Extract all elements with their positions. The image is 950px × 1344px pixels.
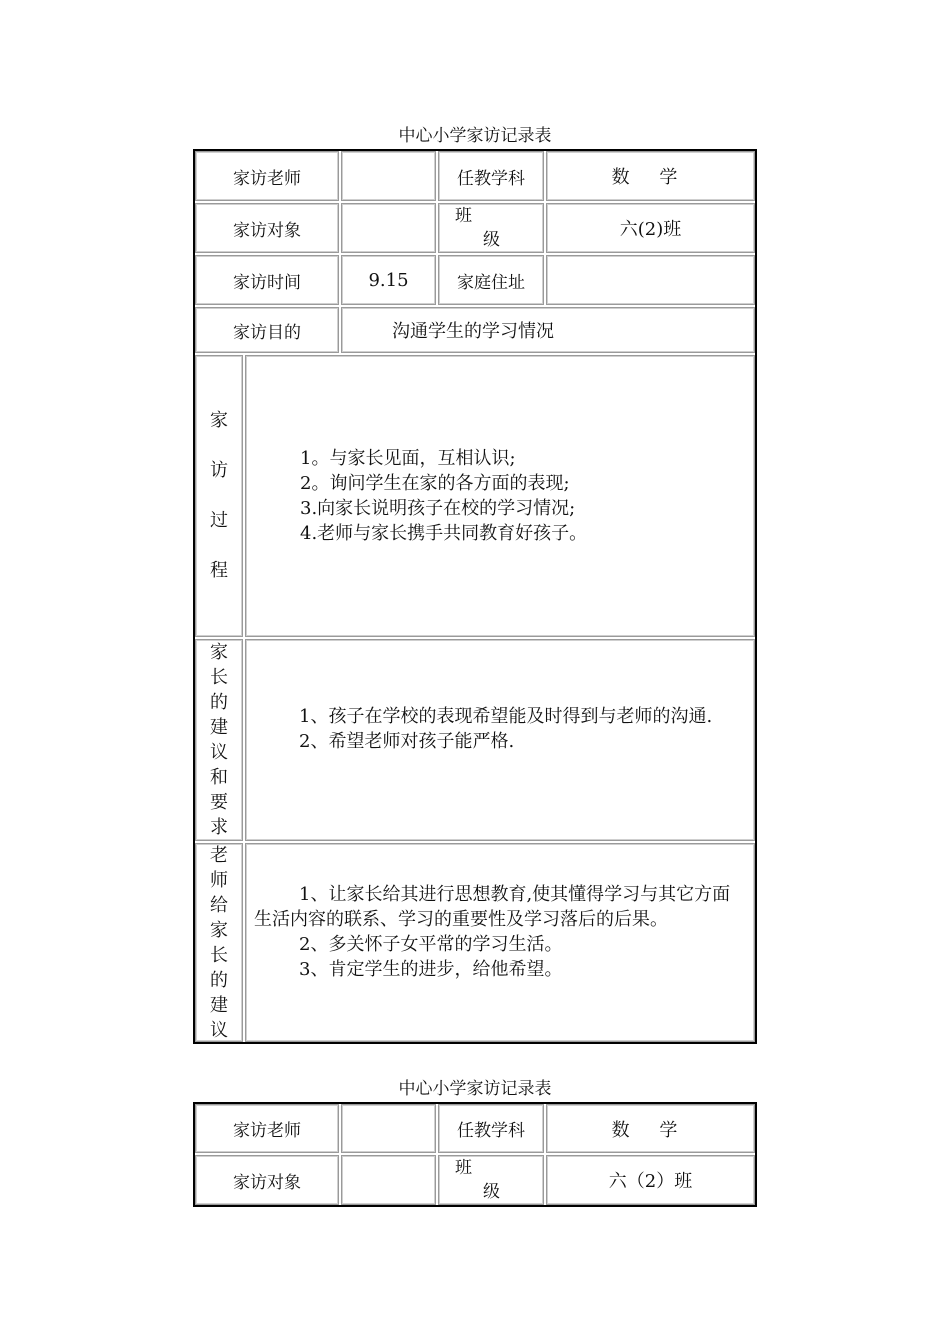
student-label: 家访对象 — [195, 1155, 339, 1205]
purpose-value: 沟通学生的学习情况 — [341, 307, 755, 353]
label-char: 家 — [210, 642, 228, 663]
label-char: 师 — [210, 869, 228, 891]
parent-paragraphs — [254, 704, 712, 754]
teacher-advice-paragraphs — [254, 882, 746, 982]
label-char: 家 — [210, 919, 228, 941]
purpose-label: 家访目的 — [195, 307, 339, 353]
content-line: 3、肯定学生的进步，给他希望。 — [299, 959, 563, 980]
visit-record-table-2 — [193, 1102, 757, 1207]
visit-record-table-1 — [193, 149, 757, 1044]
label-char: 的 — [210, 692, 228, 713]
student-label: 家访对象 — [195, 203, 339, 253]
teacher-advice-label-chars — [210, 843, 228, 1043]
teacher-advice-content — [245, 843, 755, 1042]
parent-suggestion-label — [195, 639, 243, 841]
process-content — [245, 355, 755, 637]
teacher-label: 家访老师 — [195, 151, 339, 201]
parent-suggestion-content — [245, 639, 755, 841]
label-char: 要 — [210, 792, 228, 813]
label-char: 议 — [210, 742, 228, 763]
teacher-label: 家访老师 — [195, 1104, 339, 1153]
process-lines — [300, 446, 587, 546]
time-label: 家访时间 — [195, 255, 339, 305]
label-char: 家 — [210, 410, 228, 431]
class-label — [438, 203, 544, 253]
content-line: 2。询问学生在家的各方面的表现; — [300, 473, 570, 494]
process-label-chars — [210, 396, 228, 596]
class-label-top: 班 — [455, 206, 472, 226]
content-line: 4.老师与家长携手共同教育好孩子。 — [300, 523, 588, 544]
subject-label: 任教学科 — [438, 1104, 544, 1153]
content-line: 1、孩子在学校的表现希望能及时得到与老师的沟通. — [299, 706, 713, 727]
teacher-advice-label — [195, 843, 243, 1042]
class-label-bottom: 级 — [483, 230, 500, 250]
class-label-top: 班 — [455, 1158, 472, 1178]
class-value: 六(2)班 — [546, 203, 755, 253]
subject-value: 数 学 — [546, 151, 755, 201]
label-char: 老 — [210, 844, 228, 866]
content-line: 1、让家长给其进行思想教育,使其懂得学习与其它方面生活内容的联系、学习的重要性及学习落后的后果。 — [254, 884, 731, 930]
label-char: 求 — [210, 817, 228, 838]
address-label: 家庭住址 — [438, 255, 544, 305]
label-char: 访 — [210, 460, 228, 481]
label-char: 给 — [210, 894, 228, 916]
label-char: 长 — [210, 944, 228, 966]
class-value: 六（2）班 — [546, 1155, 755, 1205]
parent-label-chars — [210, 640, 228, 840]
teacher-value — [341, 1104, 436, 1153]
teacher-value — [341, 151, 436, 201]
subject-label: 任教学科 — [438, 151, 544, 201]
process-label — [195, 355, 243, 637]
content-line: 2、希望老师对孩子能严格. — [299, 731, 515, 752]
time-value: 9.15 — [341, 255, 436, 305]
content-line: 3.向家长说明孩子在校的学习情况; — [300, 498, 576, 519]
form2-title: 中心小学家访记录表 — [398, 1079, 552, 1099]
class-label — [438, 1155, 544, 1205]
label-char: 建 — [210, 994, 228, 1016]
label-char: 长 — [210, 667, 228, 688]
label-char: 过 — [210, 510, 228, 531]
label-char: 议 — [210, 1019, 228, 1041]
subject-value: 数 学 — [546, 1104, 755, 1153]
address-value — [546, 255, 755, 305]
content-line: 1。与家长见面，互相认识; — [300, 448, 516, 469]
label-char: 的 — [210, 969, 228, 991]
label-char: 程 — [210, 560, 228, 581]
label-char: 和 — [210, 767, 228, 788]
class-label-bottom: 级 — [483, 1182, 500, 1202]
form1-title: 中心小学家访记录表 — [398, 126, 552, 146]
student-value — [341, 1155, 436, 1205]
student-value — [341, 203, 436, 253]
content-line: 2、多关怀子女平常的学习生活。 — [299, 934, 563, 955]
label-char: 建 — [210, 717, 228, 738]
